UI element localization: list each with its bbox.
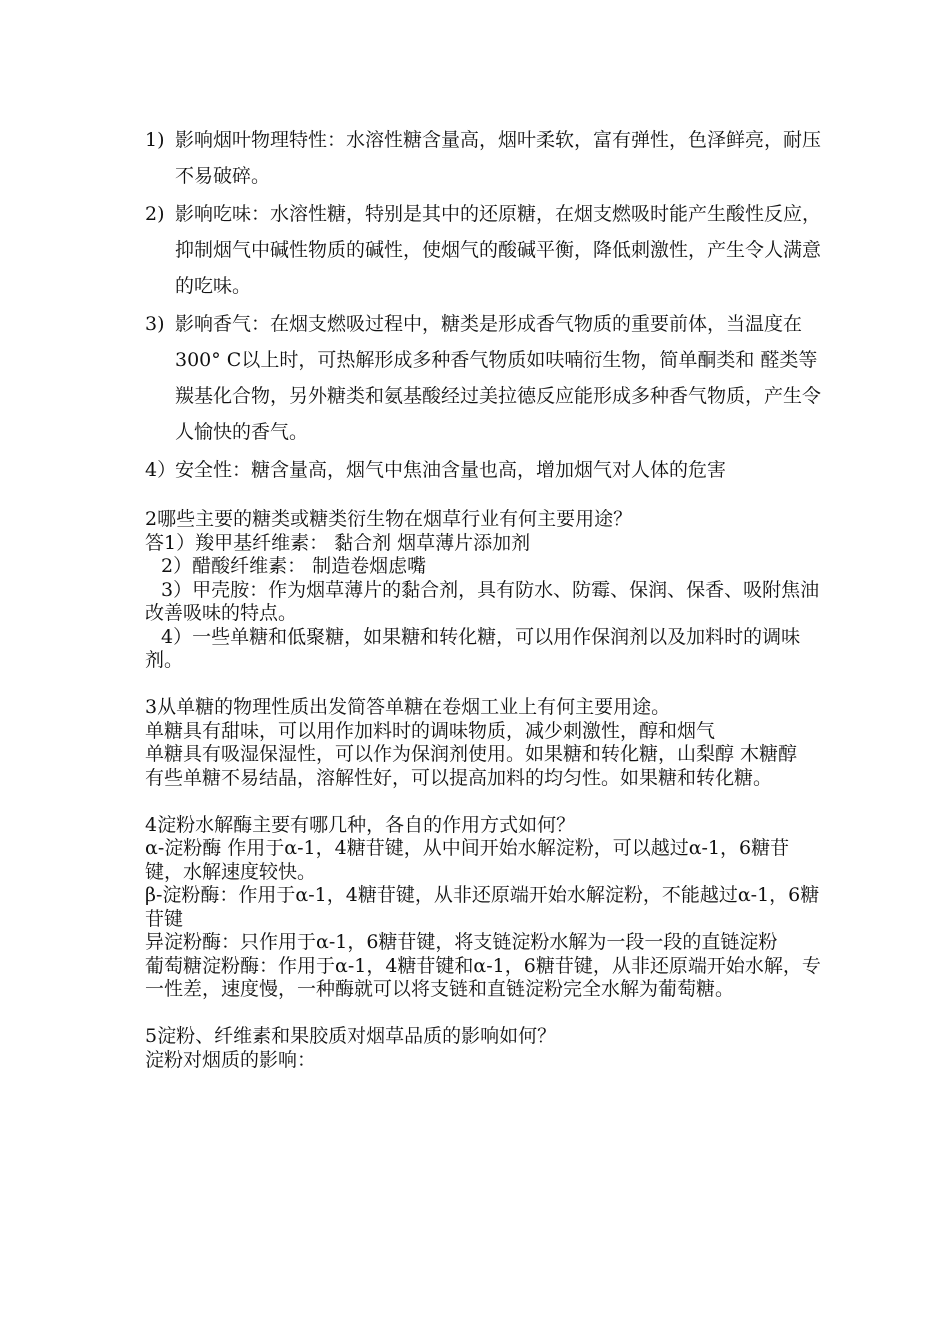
sugar-effects-list — [145, 122, 825, 490]
answer-3-1: 单糖具有甜味，可以用作加料时的调味物质，减少刺激性，醇和烟气 — [145, 719, 716, 742]
answer-5-1: 淀粉对烟质的影响： — [145, 1048, 317, 1071]
paragraph-gap — [145, 790, 825, 814]
paragraph-gap — [145, 1002, 825, 1026]
question-2: 2哪些主要的糖类或糖类衍生物在烟草行业有何主要用途？ — [145, 508, 633, 530]
list-number: 2) — [145, 203, 165, 225]
answer-2-3 — [145, 579, 825, 626]
answer-4-3: 异淀粉酶：只作用于α-1，6糖苷键，将支链淀粉水解为一段一段的直链淀粉 — [145, 931, 778, 953]
list-item — [145, 196, 825, 304]
answer-3-3: 有些单糖不易结晶，溶解性好，可以提高加料的均匀性。如果糖和转化糖。 — [145, 766, 773, 789]
list-item — [145, 452, 825, 488]
answer-2-3-text: 3）甲壳胺：作为烟草薄片的黏合剂，具有防水、防霉、保润、保香、吸附焦油改善吸味的特点。 — [145, 578, 820, 624]
paragraph-gap — [145, 673, 825, 697]
question-3: 3从单糖的物理性质出发简答单糖在卷烟工业上有何主要用途。 — [145, 696, 671, 718]
answer-4-1: α-淀粉酶 作用于α-1，4糖苷键，从中间开始水解淀粉，可以越过α-1，6糖苷键，水解速度较快。 — [145, 837, 790, 883]
answer-2-4-text: 4）一些单糖和低聚糖，如果糖和转化糖，可以用作保润剂以及加料时的调味剂。 — [145, 625, 801, 671]
list-number: 1) — [145, 129, 165, 151]
answer-2-1: 答1）羧甲基纤维素： 黏合剂 烟草薄片添加剂 — [145, 531, 531, 554]
answer-4-4: 葡萄糖淀粉酶：作用于α-1，4糖苷键和α-1，6糖苷键，从非还原端开始水解，专一性差，速度慢，一种酶就可以将支链和直链淀粉完全水解为葡萄糖。 — [145, 954, 821, 1000]
list-number: 3) — [145, 313, 165, 335]
question-5: 5淀粉、纤维素和果胶质对烟草品质的影响如何？ — [145, 1025, 557, 1047]
answer-3-2: 单糖具有吸湿保湿性，可以作为保润剂使用。如果糖和转化糖，山梨醇 木糖醇 — [145, 743, 798, 765]
list-text: 影响烟叶物理特性：水溶性糖含量高，烟叶柔软，富有弹性，色泽鲜亮，耐压不易破碎。 — [175, 129, 822, 187]
question-4: 4淀粉水解酶主要有哪几种，各自的作用方式如何？ — [145, 813, 576, 836]
list-text: 影响吃味：水溶性糖，特别是其中的还原糖，在烟支燃吸时能产生酸性反应，抑制烟气中碱性物质的碱性，使烟气的酸碱平衡，降低刺激性，产生令人满意的吃味。 — [175, 203, 822, 297]
list-text: 影响香气：在烟支燃吸过程中，糖类是形成香气物质的重要前体，当温度在300° C以上时，可热解形成多种香气物质如呋喃衍生物，简单酮类和 醛类等羰基化合物，另外糖类和氨基酸经过美拉德反应能形成多种香气物质，产生令人愉快的香气。 — [175, 313, 822, 443]
list-number: 4） — [145, 459, 177, 481]
list-item — [145, 306, 825, 450]
list-item — [145, 122, 825, 194]
list-text: 安全性：糖含量高，烟气中焦油含量也高，增加烟气对人体的危害 — [175, 459, 727, 481]
answer-2-2: 2）醋酸纤维素： 制造卷烟虑嘴 — [161, 555, 427, 577]
answer-2-4 — [145, 626, 825, 673]
answer-4-2: β-淀粉酶：作用于α-1，4糖苷键，从非还原端开始水解淀粉，不能越过α-1，6糖苷键 — [145, 884, 820, 930]
questions-section — [145, 508, 825, 1072]
